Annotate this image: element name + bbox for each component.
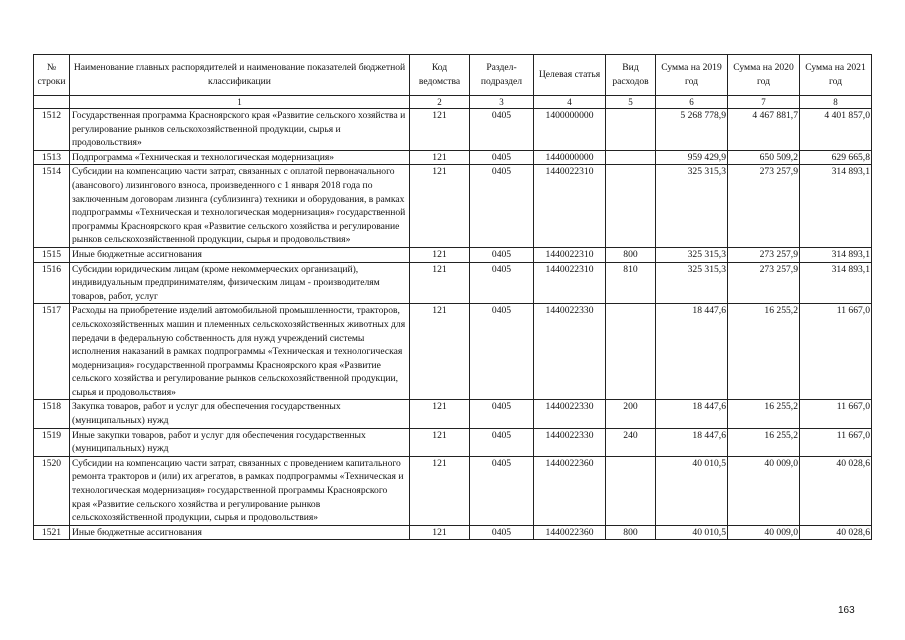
row-expense-type: 200 [606, 400, 656, 428]
row-line-number: 1514 [34, 165, 70, 248]
row-section: 0405 [470, 456, 534, 525]
col-number: 6 [656, 96, 728, 109]
column-number-row [34, 96, 872, 109]
row-target-article: 1440022330 [534, 428, 606, 456]
row-section: 0405 [470, 150, 534, 165]
row-sum-2021: 314 893,1 [800, 262, 872, 304]
row-sum-2019: 325 315,3 [656, 262, 728, 304]
row-sum-2020: 16 255,2 [728, 428, 800, 456]
row-name: Иные бюджетные ассигнования [70, 525, 410, 540]
row-sum-2019: 325 315,3 [656, 247, 728, 262]
row-dept-code: 121 [410, 165, 470, 248]
row-line-number: 1515 [34, 247, 70, 262]
col-number: 1 [70, 96, 410, 109]
row-sum-2020: 40 009,0 [728, 456, 800, 525]
row-line-number: 1519 [34, 428, 70, 456]
row-expense-type: 800 [606, 525, 656, 540]
row-expense-type [606, 456, 656, 525]
row-sum-2019: 325 315,3 [656, 165, 728, 248]
row-section: 0405 [470, 525, 534, 540]
col-header-sum-2019: Сумма на 2019 год [656, 55, 728, 96]
col-number: 8 [800, 96, 872, 109]
row-target-article: 1440000000 [534, 150, 606, 165]
row-name: Иные закупки товаров, работ и услуг для обеспечения государственных (муниципальных) нужд [70, 428, 410, 456]
col-header-sum-2021: Сумма на 2021 год [800, 55, 872, 96]
budget-table [33, 54, 872, 540]
col-header-target: Целевая статья [534, 55, 606, 96]
row-section: 0405 [470, 262, 534, 304]
row-target-article: 1440022360 [534, 456, 606, 525]
col-header-dept: Код ведомства [410, 55, 470, 96]
row-dept-code: 121 [410, 400, 470, 428]
row-target-article: 1440022330 [534, 400, 606, 428]
row-dept-code: 121 [410, 428, 470, 456]
col-number: 3 [470, 96, 534, 109]
row-target-article: 1400000000 [534, 109, 606, 151]
row-dept-code: 121 [410, 525, 470, 540]
row-sum-2021: 40 028,6 [800, 456, 872, 525]
row-name: Государственная программа Красноярского края «Развитие сельского хозяйства и регулирование рынков сельскохозяйственной продукции, сырья и продовольствия» [70, 109, 410, 151]
table-row [34, 262, 872, 304]
col-number: 5 [606, 96, 656, 109]
table-row [34, 456, 872, 525]
row-target-article: 1440022310 [534, 262, 606, 304]
row-sum-2021: 629 665,8 [800, 150, 872, 165]
row-name: Расходы на приобретение изделий автомобильной промышленности, тракторов, сельскохозяйственных машин и племенных сельскохозяйственных животных для передачи в федеральную собственность для нужд учреждений системы исполнения наказаний в рамках подпрограммы «Техническая и технологическая модернизация» государственной программы Красноярского края «Развитие сельского хозяйства и регулирование рынков сельскохозяйственной продукции, сырья и продовольствия» [70, 304, 410, 400]
row-line-number: 1516 [34, 262, 70, 304]
row-expense-type [606, 150, 656, 165]
row-target-article: 1440022310 [534, 247, 606, 262]
table-row [34, 150, 872, 165]
table-row [34, 304, 872, 400]
row-line-number: 1517 [34, 304, 70, 400]
row-expense-type [606, 165, 656, 248]
row-dept-code: 121 [410, 247, 470, 262]
col-number [34, 96, 70, 109]
row-line-number: 1513 [34, 150, 70, 165]
row-name: Иные бюджетные ассигнования [70, 247, 410, 262]
row-name: Закупка товаров, работ и услуг для обеспечения государственных (муниципальных) нужд [70, 400, 410, 428]
row-sum-2021: 314 893,1 [800, 165, 872, 248]
row-sum-2020: 650 509,2 [728, 150, 800, 165]
col-header-section: Раздел-подраздел [470, 55, 534, 96]
row-target-article: 1440022310 [534, 165, 606, 248]
col-header-sum-2020: Сумма на 2020 год [728, 55, 800, 96]
row-expense-type: 810 [606, 262, 656, 304]
row-line-number: 1518 [34, 400, 70, 428]
row-expense-type: 800 [606, 247, 656, 262]
row-section: 0405 [470, 247, 534, 262]
row-expense-type: 240 [606, 428, 656, 456]
row-sum-2021: 40 028,6 [800, 525, 872, 540]
row-sum-2020: 273 257,9 [728, 165, 800, 248]
row-sum-2019: 18 447,6 [656, 400, 728, 428]
budget-table-sheet [33, 54, 871, 540]
row-name: Субсидии на компенсацию части затрат, связанных с проведением капитального ремонта тракторов и (или) их агрегатов, в рамках подпрограммы «Техническая и технологическая модернизация» государственной программы Красноярского края «Развитие сельского хозяйства и регулирование рынков сельскохозяйственной продукции, сырья и продовольствия» [70, 456, 410, 525]
row-target-article: 1440022360 [534, 525, 606, 540]
row-sum-2021: 4 401 857,0 [800, 109, 872, 151]
col-number: 7 [728, 96, 800, 109]
row-line-number: 1521 [34, 525, 70, 540]
page-number: 163 [838, 605, 855, 616]
row-name: Подпрограмма «Техническая и технологическая модернизация» [70, 150, 410, 165]
row-name: Субсидии юридическим лицам (кроме некоммерческих организаций), индивидуальным предпринимателям, физическим лицам - производителям товаров, работ, услуг [70, 262, 410, 304]
row-sum-2021: 314 893,1 [800, 247, 872, 262]
row-dept-code: 121 [410, 262, 470, 304]
row-section: 0405 [470, 400, 534, 428]
table-row [34, 109, 872, 151]
row-sum-2021: 11 667,0 [800, 304, 872, 400]
row-section: 0405 [470, 304, 534, 400]
row-line-number: 1512 [34, 109, 70, 151]
row-sum-2021: 11 667,0 [800, 400, 872, 428]
row-dept-code: 121 [410, 150, 470, 165]
table-row [34, 165, 872, 248]
row-sum-2020: 4 467 881,7 [728, 109, 800, 151]
row-sum-2021: 11 667,0 [800, 428, 872, 456]
row-sum-2019: 959 429,9 [656, 150, 728, 165]
row-sum-2020: 40 009,0 [728, 525, 800, 540]
row-target-article: 1440022330 [534, 304, 606, 400]
table-row [34, 428, 872, 456]
table-row [34, 400, 872, 428]
row-sum-2020: 16 255,2 [728, 400, 800, 428]
col-header-exp-type: Вид расходов [606, 55, 656, 96]
header-row [34, 55, 872, 96]
row-sum-2020: 273 257,9 [728, 262, 800, 304]
table-body [34, 109, 872, 540]
row-dept-code: 121 [410, 456, 470, 525]
row-expense-type [606, 304, 656, 400]
row-sum-2019: 18 447,6 [656, 428, 728, 456]
row-dept-code: 121 [410, 109, 470, 151]
row-name: Субсидии на компенсацию части затрат, связанных с оплатой первоначального (авансового) лизингового взноса, произведенного с 1 января 2018 года по заключенным договорам лизинга (сублизинга) техники и оборудования, в рамках подпрограммы «Техническая и технологическая модернизация» государственной программы Красноярского края «Развитие сельского хозяйства и регулирование рынков сельскохозяйственной продукции, сырья и продовольствия» [70, 165, 410, 248]
col-number: 2 [410, 96, 470, 109]
row-section: 0405 [470, 109, 534, 151]
col-header-line: № строки [34, 55, 70, 96]
row-dept-code: 121 [410, 304, 470, 400]
row-sum-2020: 273 257,9 [728, 247, 800, 262]
row-line-number: 1520 [34, 456, 70, 525]
row-sum-2019: 18 447,6 [656, 304, 728, 400]
row-sum-2020: 16 255,2 [728, 304, 800, 400]
row-sum-2019: 40 010,5 [656, 525, 728, 540]
table-row [34, 525, 872, 540]
table-row [34, 247, 872, 262]
row-section: 0405 [470, 165, 534, 248]
row-sum-2019: 40 010,5 [656, 456, 728, 525]
row-sum-2019: 5 268 778,9 [656, 109, 728, 151]
row-expense-type [606, 109, 656, 151]
row-section: 0405 [470, 428, 534, 456]
col-number: 4 [534, 96, 606, 109]
col-header-name: Наименование главных распорядителей и наименование показателей бюджетной классификации [70, 55, 410, 96]
